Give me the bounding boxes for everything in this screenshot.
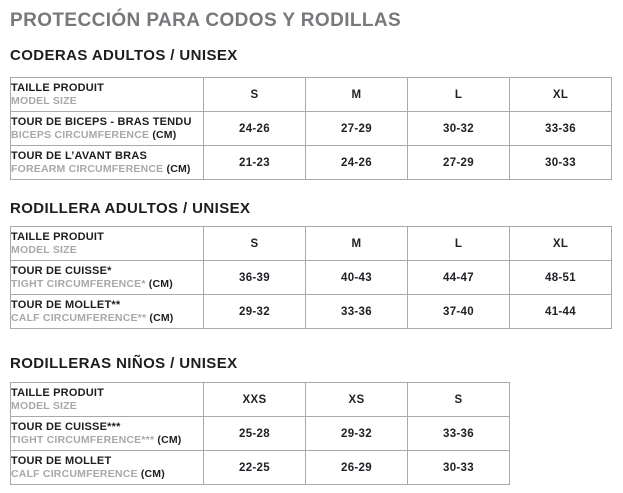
value-cell: 22-25 (204, 451, 306, 485)
value-cell: 29-32 (306, 417, 408, 451)
row-label-secondary: MODEL SIZE (11, 95, 77, 107)
size-header-cell: S (204, 227, 306, 261)
row-label-primary: TOUR DE BICEPS - BRAS TENDU (11, 116, 192, 128)
row-label-secondary (11, 278, 203, 291)
value-cell: 33-36 (306, 295, 408, 329)
row-label-secondary: MODEL SIZE (11, 244, 77, 256)
unit-label: (CM) (157, 434, 182, 446)
value-cell: 21-23 (204, 146, 306, 180)
row-label-primary: TOUR DE L’AVANT BRAS (11, 150, 148, 162)
size-header-cell: S (408, 383, 510, 417)
page-title: PROTECCIÓN PARA CODOS Y RODILLAS (10, 10, 402, 31)
row-label-secondary-text: BICEPS CIRCUMFERENCE (11, 129, 150, 141)
section-rodilleras-ninos (10, 355, 617, 485)
value-cell: 37-40 (408, 295, 510, 329)
value-cell: 33-36 (510, 112, 612, 146)
value-cell: 30-33 (408, 451, 510, 485)
size-header-cell: XL (510, 227, 612, 261)
size-header-cell: M (306, 227, 408, 261)
row-label-secondary (11, 468, 203, 481)
row-label-primary: TOUR DE CUISSE* (11, 265, 112, 277)
section-heading: RODILLERA ADULTOS / UNISEX (10, 200, 251, 217)
table-row (11, 451, 510, 485)
size-table-rodilleras-ninos (10, 382, 510, 485)
section-heading: RODILLERAS NIÑOS / UNISEX (10, 355, 238, 372)
value-cell: 27-29 (306, 112, 408, 146)
value-cell: 30-32 (408, 112, 510, 146)
section-heading: CODERAS ADULTOS / UNISEX (10, 47, 238, 64)
row-label-primary: TOUR DE MOLLET (11, 455, 112, 467)
value-cell: 30-33 (510, 146, 612, 180)
table-header-row (11, 78, 612, 112)
section-coderas-adultos (10, 47, 617, 180)
value-cell: 44-47 (408, 261, 510, 295)
value-cell: 25-28 (204, 417, 306, 451)
value-cell: 24-26 (204, 112, 306, 146)
unit-label: (CM) (148, 278, 173, 290)
row-label-secondary (11, 434, 203, 447)
value-cell: 26-29 (306, 451, 408, 485)
size-header-cell: L (408, 227, 510, 261)
row-label-cell (11, 112, 204, 146)
table-row (11, 295, 612, 329)
row-label-primary: TOUR DE CUISSE*** (11, 421, 121, 433)
row-label-secondary-text: FOREARM CIRCUMFERENCE (11, 163, 164, 175)
table-row (11, 417, 510, 451)
row-label-primary: TAILLE PRODUIT (11, 387, 105, 399)
row-label-secondary-text: TIGHT CIRCUMFERENCE*** (11, 434, 155, 446)
row-label-cell (11, 417, 204, 451)
size-table-coderas-adultos (10, 77, 612, 180)
row-label-primary: TOUR DE MOLLET** (11, 299, 121, 311)
unit-label: (CM) (166, 163, 191, 175)
row-label-secondary: MODEL SIZE (11, 400, 77, 412)
size-table-rodillera-adultos (10, 226, 612, 329)
row-label-cell (11, 146, 204, 180)
size-header-cell: XL (510, 78, 612, 112)
value-cell: 24-26 (306, 146, 408, 180)
unit-label: (CM) (140, 468, 165, 480)
row-label-cell (11, 383, 204, 417)
unit-label: (CM) (152, 129, 177, 141)
row-label-cell (11, 261, 204, 295)
row-label-secondary (11, 312, 203, 325)
value-cell: 40-43 (306, 261, 408, 295)
row-label-primary: TAILLE PRODUIT (11, 231, 105, 243)
value-cell: 36-39 (204, 261, 306, 295)
value-cell: 41-44 (510, 295, 612, 329)
row-label-secondary (11, 129, 203, 142)
size-header-cell: XS (306, 383, 408, 417)
table-row (11, 112, 612, 146)
unit-label: (CM) (149, 312, 174, 324)
value-cell: 33-36 (408, 417, 510, 451)
table-header-row (11, 227, 612, 261)
row-label-secondary-text: CALF CIRCUMFERENCE (11, 468, 138, 480)
row-label-secondary-text: TIGHT CIRCUMFERENCE* (11, 278, 146, 290)
table-row (11, 261, 612, 295)
size-header-cell: XXS (204, 383, 306, 417)
value-cell: 29-32 (204, 295, 306, 329)
size-header-cell: M (306, 78, 408, 112)
size-header-cell: L (408, 78, 510, 112)
row-label-cell (11, 295, 204, 329)
row-label-cell (11, 227, 204, 261)
section-rodillera-adultos (10, 200, 617, 329)
row-label-cell (11, 78, 204, 112)
size-header-cell: S (204, 78, 306, 112)
row-label-primary: TAILLE PRODUIT (11, 82, 105, 94)
row-label-secondary-text: CALF CIRCUMFERENCE** (11, 312, 147, 324)
row-label-secondary (11, 163, 203, 176)
row-label-cell (11, 451, 204, 485)
table-header-row (11, 383, 510, 417)
value-cell: 48-51 (510, 261, 612, 295)
value-cell: 27-29 (408, 146, 510, 180)
table-row (11, 146, 612, 180)
